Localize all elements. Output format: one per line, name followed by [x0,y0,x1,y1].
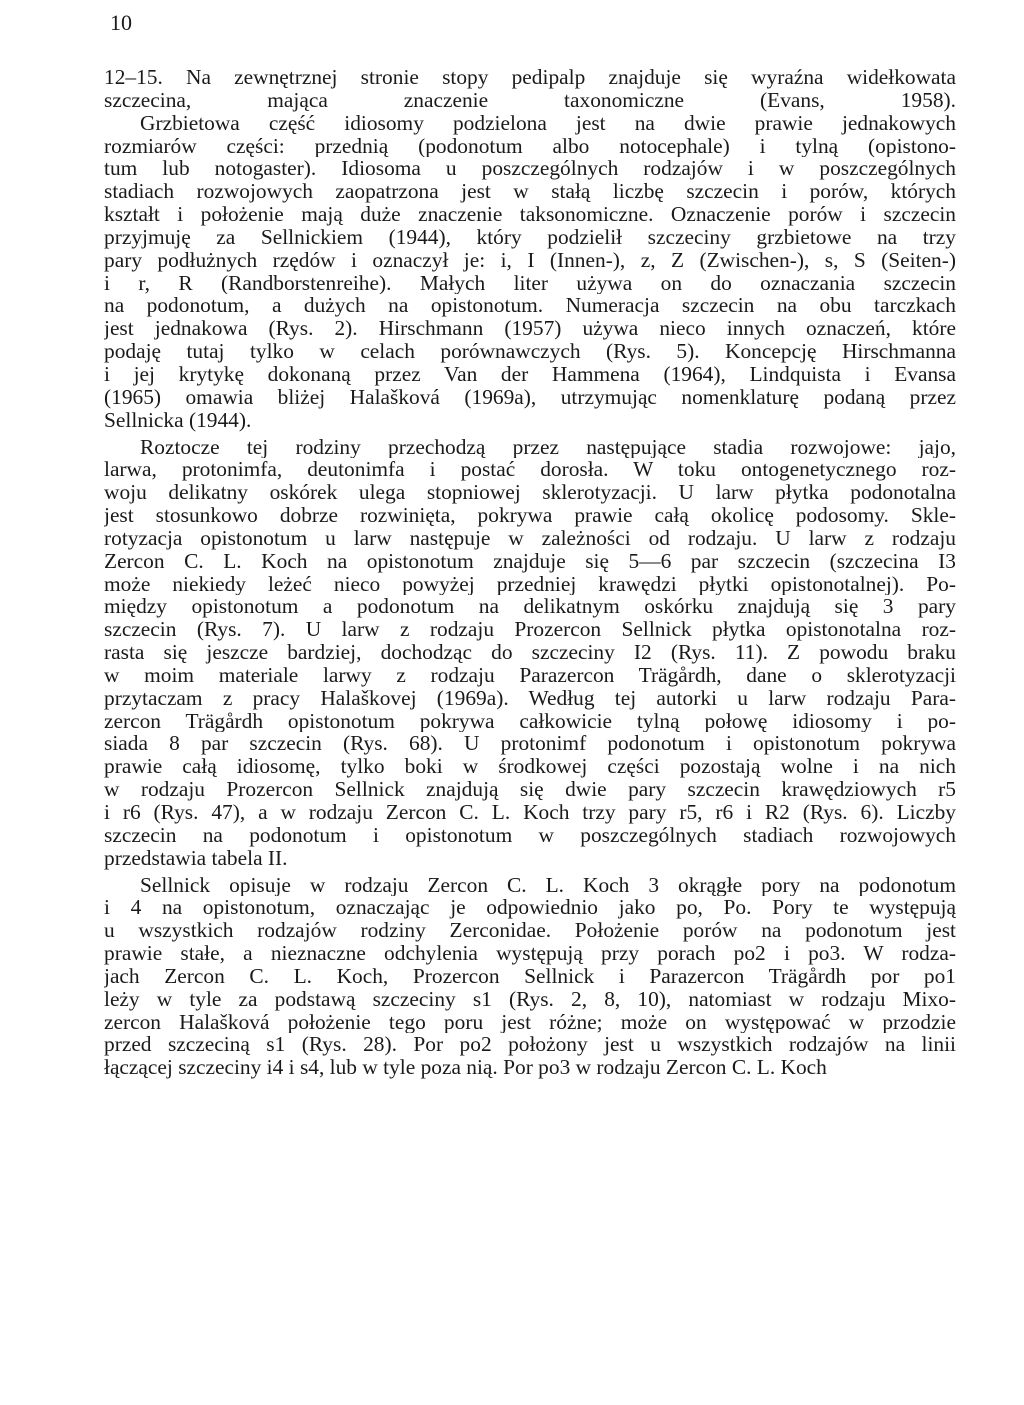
text-line: i 4 na opistonotum, oznaczając je odpowiednio jako po, Po. Pory te występują [104,896,956,920]
body-text [104,66,956,1079]
text-line: kształt i położenie mają duże znaczenie taksonomiczne. Oznaczenie porów i szczecin [104,203,956,226]
text-line: jest jednakowa (Rys. 2). Hirschmann (1957) używa nieco innych oznaczeń, które [104,317,956,341]
paragraph-3 [104,874,956,1080]
text-line: prawie całą idiosomę, tylko boki w środkowej części pozostają wolne i na nich [104,755,956,779]
text-line: szczecin na podonotum i opistonotum w poszczególnych stadiach rozwojowych [104,823,956,847]
text-line: przyjmuję za Sellnickiem (1944), który podzielił szczeciny grzbietowe na trzy [104,225,956,249]
text-line: Roztocze tej rodziny przechodzą przez następujące stadia rozwojowe: jajo, [140,435,956,459]
text-line: jach Zercon C. L. Koch, Prozercon Sellnick i Parazercon Trägårdh por po1 [104,964,956,988]
text-line: woju delikatny oskórek ulega stopniowej sklerotyzacji. U larw płytka podonotalna [104,481,956,505]
text-line: u wszystkich rodzajów rodziny Zerconidae. Położenie porów na podonotum jest [104,919,956,943]
text-line: szczecina, mająca znaczenie taxonomiczne (Evans, 1958). [104,88,956,112]
paragraph-1 [104,66,956,432]
text-line: prawie stałe, a nieznaczne odchylenia występują przy porach po2 i po3. W rodza- [104,942,956,965]
text-line: (1965) omawia bliżej Halašková (1969a), utrzymując nomenklaturę podaną przez [104,385,956,409]
text-line: i r, R (Randborstenreihe). Małych liter używa on do oznaczania szczecin [104,271,956,295]
text-line: przed szczeciną s1 (Rys. 28). Por po2 położony jest u wszystkich rodzajów na linii [104,1033,956,1057]
text-line: łączącej szczeciny i4 i s4, lub w tyle poza nią. Por po3 w rodzaju Zercon C. L. Koch [104,1056,827,1080]
text-line: larwa, protonimfa, deutonimfa i postać dorosła. W toku ontogenetycznego roz- [104,458,956,482]
text-line: 12–15. Na zewnętrznej stronie stopy pedipalp znajduje się wyraźna widełkowata [104,66,956,89]
text-line: na podonotum, a dużych na opistonotum. Numeracja szczecin na obu tarczkach [104,294,956,318]
text-line: tum lub notogaster). Idiosoma u poszczególnych rodzajów i w poszczególnych [104,157,956,181]
text-line: Zercon C. L. Koch na opistonotum znajduje się 5—6 par szczecin (szczecina I3 [104,549,956,573]
text-line: między opistonotum a podonotum na delikatnym oskórku znajdują się 3 pary [104,595,956,619]
text-line: i r6 (Rys. 47), a w rodzaju Zercon C. L. Koch trzy pary r5, r6 i R2 (Rys. 6). Liczby [104,801,956,824]
text-line: pary podłużnych rzędów i oznaczył je: i, I (Innen-), z, Z (Zwischen-), s, S (Seiten-) [104,248,956,272]
text-line: w moim materiale larwy z rodzaju Parazercon Trägårdh, dane o sklerotyzacji [104,663,956,687]
text-line: rasta się jeszcze bardziej, dochodząc do szczeciny I2 (Rys. 11). Z powodu braku [104,641,956,664]
text-line: siada 8 par szczecin (Rys. 68). U protonimf podonotum i opistonotum pokrywa [104,732,956,756]
paragraph-2 [104,436,956,870]
text-line: rozmiarów części: przednią (podonotum albo notocephale) i tylną (opistono- [104,134,956,158]
text-line: w rodzaju Prozercon Sellnick znajdują się dwie pary szczecin krawędziowych r5 [104,778,956,801]
text-line: podaję tutaj tylko w celach porównawczych (Rys. 5). Koncepcję Hirschmanna [104,340,956,363]
text-line: jest stosunkowo dobrze rozwinięta, pokrywa prawie całą okolicę podosomy. Skle- [104,504,956,527]
text-line: leży w tyle za podstawą szczeciny s1 (Rys. 2, 8, 10), natomiast w rodzaju Mixo- [104,987,956,1011]
text-line: przytaczam z pracy Halaškovej (1969a). Według tej autorki u larw rodzaju Para- [104,686,956,710]
text-line: Sellnick opisuje w rodzaju Zercon C. L. Koch 3 okrągłe pory na podonotum [140,873,956,897]
text-line: może niekiedy leżeć nieco powyżej przedniej krawędzi płytki opistonotalnej). Po- [104,572,956,596]
text-line: przedstawia tabela II. [104,846,288,870]
text-line: zercon Trägårdh opistonotum pokrywa całkowicie tylną połowę idiosomy i po- [104,709,956,733]
text-line: szczecin (Rys. 7). U larw z rodzaju Prozercon Sellnick płytka opistonotalna roz- [104,618,956,642]
text-line: stadiach rozwojowych zaopatrzona jest w stałą liczbę szczecin i porów, których [104,180,956,204]
text-line: Sellnicka (1944). [104,408,252,432]
text-line: Grzbietowa część idiosomy podzielona jest na dwie prawie jednakowych [140,111,956,135]
text-line: zercon Halašková położenie tego poru jest różne; może on występować w przodzie [104,1010,956,1034]
text-line: i jej krytykę dokonaną przez Van der Hammena (1964), Lindquista i Evansa [104,362,956,386]
text-line: rotyzacja opistonotum u larw następuje w zależności od rodzaju. U larw z rodzaju [104,526,956,550]
page-number: 10 [110,10,132,35]
